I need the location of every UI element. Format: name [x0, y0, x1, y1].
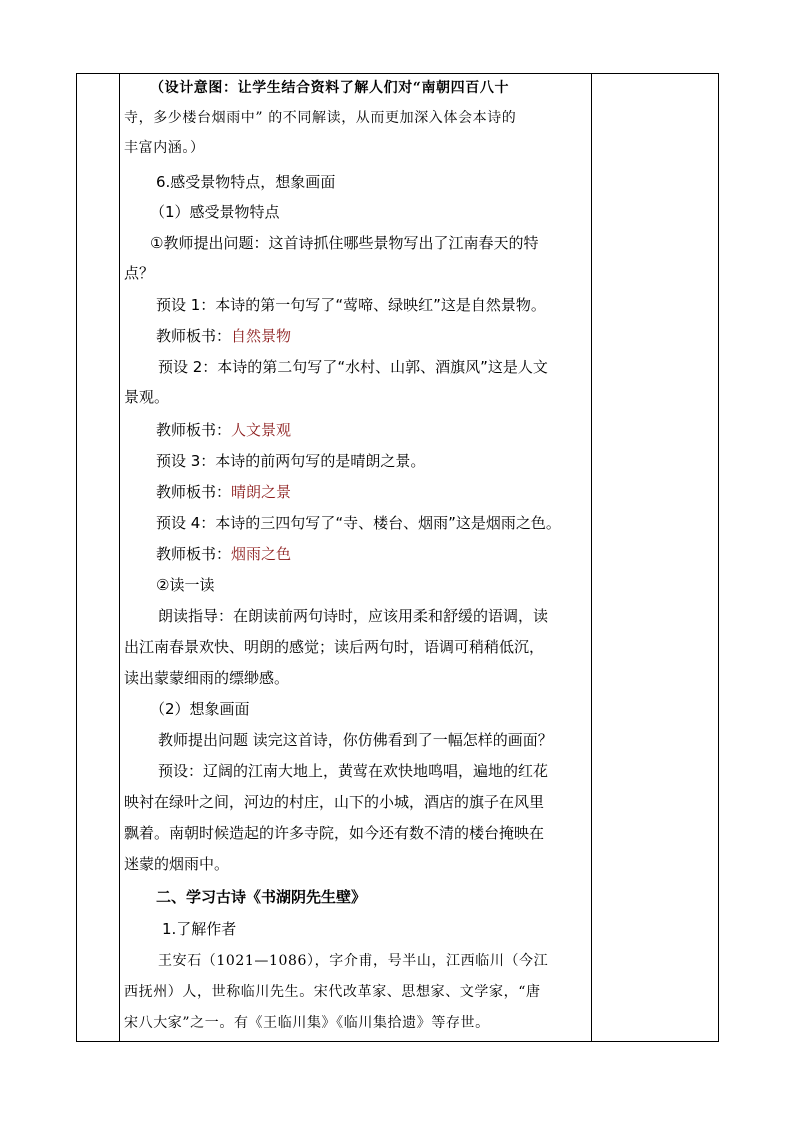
text-line	[124, 854, 229, 874]
text-line	[156, 887, 366, 907]
text-line	[156, 326, 291, 346]
line-text: 点？	[124, 264, 155, 282]
board-writing: 自然景物	[231, 327, 292, 345]
board-writing: 晴朗之景	[231, 483, 292, 501]
text-line	[158, 761, 548, 781]
board-writing: 烟雨之色	[231, 545, 292, 563]
line-text: 朗读指导：在朗读前两句诗时，应该用柔和舒缓的语调，读	[158, 607, 549, 625]
line-text: 西抚州）人，世称临川先生。宋代改革家、思想家、文学家，“唐	[124, 984, 541, 1000]
line-text: 预设 4：本诗的三四句写了“寺、楼台、烟雨”这是烟雨之色。	[156, 514, 561, 532]
line-text: ②读一读	[156, 576, 215, 594]
text-line	[124, 263, 154, 283]
text-line	[156, 513, 561, 533]
text-line	[124, 138, 205, 158]
text-line	[156, 172, 335, 192]
line-text: 寺，多少楼台烟雨中” 的不同解读，从而更加深入体会本诗的	[124, 110, 517, 126]
line-text: （1）感受景物特点	[150, 203, 280, 221]
line-text: 王安石（1021—1086），字介甫，号半山，江西临川（今江	[158, 953, 549, 969]
text-line	[124, 982, 541, 1002]
text-line	[124, 668, 289, 688]
line-text: （2）想象画面	[150, 700, 250, 718]
line-text: 教师提出问题 读完这首诗，你仿佛看到了一幅怎样的画面？	[158, 731, 553, 749]
line-text: 出江南春景欢快、明朗的感觉；读后两句时，语调可稍稍低沉，	[124, 638, 545, 656]
text-line	[156, 451, 425, 471]
line-text: 景观。	[124, 388, 170, 406]
column-divider-right	[591, 74, 592, 1041]
text-line	[124, 108, 516, 128]
text-line	[158, 606, 548, 626]
column-divider-left	[119, 74, 120, 1041]
line-text: 1.了解作者	[162, 920, 237, 938]
text-line	[158, 730, 553, 750]
text-line	[156, 544, 291, 564]
line-text: 教师板书：	[156, 327, 232, 345]
line-text: 迷蒙的烟雨中。	[124, 855, 230, 873]
text-line	[150, 233, 538, 253]
line-text: 映衬在绿叶之间，河边的村庄，山下的小城，酒店的旗子在风里	[124, 793, 545, 811]
text-line	[156, 482, 291, 502]
line-text: 教师板书：	[156, 483, 232, 501]
text-line	[158, 357, 548, 377]
text-line	[156, 420, 291, 440]
board-writing: 人文景观	[231, 421, 292, 439]
line-text: （设计意图：让学生结合资料了解人们对“南朝四百八十	[150, 80, 510, 96]
text-line	[150, 699, 250, 719]
text-line	[124, 823, 544, 843]
text-line	[158, 951, 548, 971]
text-line	[156, 575, 214, 595]
text-line	[162, 919, 236, 939]
line-text: 丰富内涵。）	[124, 140, 205, 156]
line-text: 预设 1：本诗的第一句写了“莺啼、绿映红”这是自然景物。	[156, 296, 546, 314]
text-line	[150, 202, 280, 222]
text-line	[124, 792, 544, 812]
line-text: 教师板书：	[156, 545, 232, 563]
text-line	[156, 295, 546, 315]
line-text: 飘着。南朝时候造起的许多寺院，如今还有数不清的楼台掩映在	[124, 824, 545, 842]
text-line	[124, 387, 169, 407]
line-text: ①教师提出问题：这首诗抓住哪些景物写出了江南春天的特	[150, 234, 539, 252]
line-text: 预设：辽阔的江南大地上，黄莺在欢快地鸣唱，遍地的红花	[158, 762, 549, 780]
line-text: 宋八大家”之一。有《王临川集》《临川集拾遗》等存世。	[124, 1015, 490, 1031]
line-text: 预设 2：本诗的第二句写了“水村、山郭、酒旗风”这是人文	[158, 358, 548, 376]
text-line	[124, 637, 544, 657]
line-text: 教师板书：	[156, 421, 232, 439]
line-text: 预设 3：本诗的前两句写的是晴朗之景。	[156, 452, 426, 470]
line-text: 6.感受景物特点，想象画面	[156, 173, 336, 191]
line-text: 二、学习古诗《书湖阴先生壁》	[156, 888, 367, 906]
text-line	[124, 1013, 490, 1033]
line-text: 读出蒙蒙细雨的缥缈感。	[124, 669, 290, 687]
text-line	[150, 78, 509, 98]
